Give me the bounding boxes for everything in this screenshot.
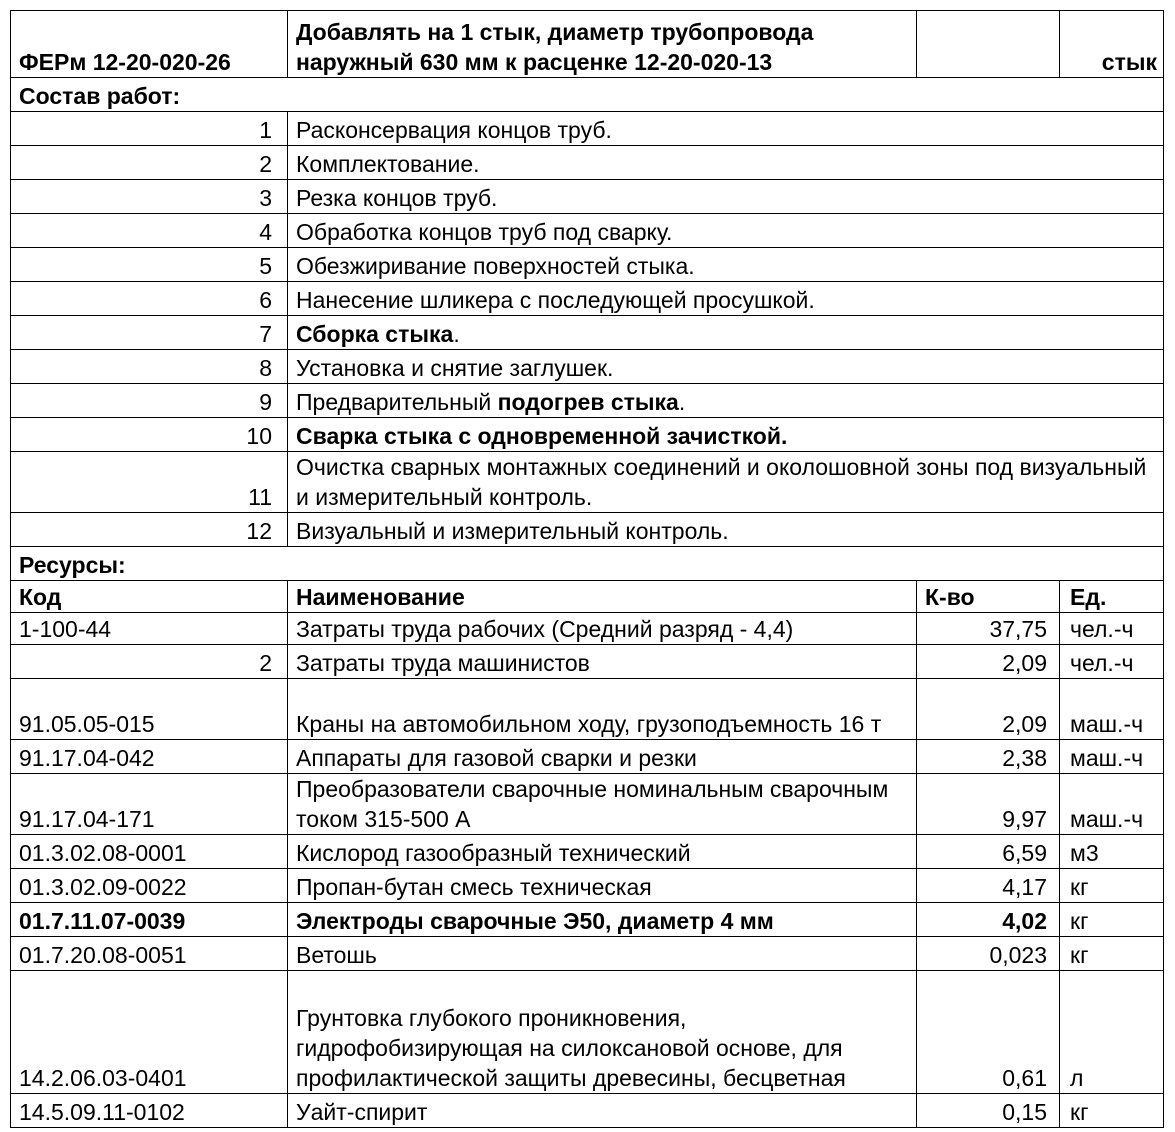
resource-code: 91.17.04-171 bbox=[11, 774, 288, 835]
resource-qty: 4,02 bbox=[917, 903, 1060, 937]
resource-name: Уайт-спирит bbox=[288, 1094, 917, 1128]
work-step-number: 9 bbox=[11, 384, 288, 418]
work-step-number: 8 bbox=[11, 350, 288, 384]
resource-code: 01.7.20.08-0051 bbox=[11, 937, 288, 971]
work-step-text-after: . bbox=[678, 389, 686, 415]
work-step-number: 6 bbox=[11, 282, 288, 316]
work-step-number: 12 bbox=[11, 513, 288, 547]
column-header-qty: К-во bbox=[917, 581, 1060, 613]
header-empty-cell bbox=[917, 11, 1060, 78]
work-step-text-plain: Комплектование. bbox=[296, 151, 480, 177]
resources-header-row bbox=[11, 581, 1164, 613]
rate-code: ФЕРм 12-20-020-26 bbox=[11, 11, 288, 78]
resource-code: 14.5.09.11-0102 bbox=[11, 1094, 288, 1128]
resource-name: Преобразователи сварочные номинальным сварочным током 315-500 А bbox=[288, 774, 917, 835]
work-step-number: 3 bbox=[11, 180, 288, 214]
resource-qty: 0,61 bbox=[917, 971, 1060, 1094]
resource-unit: л bbox=[1060, 971, 1164, 1094]
work-step-text bbox=[288, 112, 1164, 146]
resource-qty: 2,09 bbox=[917, 679, 1060, 740]
resource-row bbox=[11, 971, 1164, 1094]
work-step-row bbox=[11, 384, 1164, 418]
work-step-number: 11 bbox=[11, 452, 288, 513]
resource-qty: 2,09 bbox=[917, 645, 1060, 679]
resource-row bbox=[11, 613, 1164, 645]
resource-unit: кг bbox=[1060, 1094, 1164, 1128]
resource-qty: 2,38 bbox=[917, 740, 1060, 774]
work-section-label: Состав работ: bbox=[11, 78, 1164, 112]
resource-unit: м3 bbox=[1060, 835, 1164, 869]
work-step-text-before: Предварительный bbox=[296, 389, 498, 415]
work-step-text-plain: Визуальный и измерительный контроль. bbox=[296, 518, 729, 544]
work-step-text bbox=[288, 316, 1164, 350]
resource-qty: 9,97 bbox=[917, 774, 1060, 835]
resource-unit: маш.-ч bbox=[1060, 774, 1164, 835]
resource-name: Ветошь bbox=[288, 937, 917, 971]
resources-section-row bbox=[11, 547, 1164, 581]
work-step-text bbox=[288, 350, 1164, 384]
resource-row bbox=[11, 937, 1164, 971]
work-step-number: 1 bbox=[11, 112, 288, 146]
rate-title: Добавлять на 1 стык, диаметр трубопровода наружный 630 мм к расценке 12-20-020-13 bbox=[288, 11, 917, 78]
work-step-text bbox=[288, 384, 1164, 418]
work-step-number: 2 bbox=[11, 146, 288, 180]
work-step-text-plain: Обезжиривание поверхностей стыка. bbox=[296, 253, 695, 279]
work-step-text-plain: Очистка сварных монтажных соединений и околошовной зоны под визуальный и измерительный контроль. bbox=[296, 454, 1147, 510]
work-step-row bbox=[11, 248, 1164, 282]
resource-row bbox=[11, 1094, 1164, 1128]
resource-row bbox=[11, 774, 1164, 835]
resource-name: Пропан-бутан смесь техническая bbox=[288, 869, 917, 903]
work-step-row bbox=[11, 316, 1164, 350]
header-row bbox=[11, 11, 1164, 78]
resource-row bbox=[11, 869, 1164, 903]
resource-unit: кг bbox=[1060, 937, 1164, 971]
work-step-text-plain: Резка концов труб. bbox=[296, 185, 498, 211]
resource-unit: маш.-ч bbox=[1060, 679, 1164, 740]
work-step-text bbox=[288, 282, 1164, 316]
work-section-row bbox=[11, 78, 1164, 112]
work-step-number: 10 bbox=[11, 418, 288, 452]
resource-row bbox=[11, 835, 1164, 869]
rate-unit: стык bbox=[1060, 11, 1164, 78]
resource-name: Затраты труда рабочих (Средний разряд - 4,4) bbox=[288, 613, 917, 645]
column-header-name: Наименование bbox=[288, 581, 917, 613]
work-step-text-bold: подогрев стыка bbox=[497, 389, 679, 415]
resource-row bbox=[11, 903, 1164, 937]
work-step-row bbox=[11, 146, 1164, 180]
work-step-row bbox=[11, 350, 1164, 384]
resource-row bbox=[11, 679, 1164, 740]
rate-table-body bbox=[11, 11, 1164, 1128]
resource-code: 01.3.02.09-0022 bbox=[11, 869, 288, 903]
resource-name: Кислород газообразный технический bbox=[288, 835, 917, 869]
resource-code: 2 bbox=[11, 645, 288, 679]
resource-unit: чел.-ч bbox=[1060, 645, 1164, 679]
work-step-row bbox=[11, 214, 1164, 248]
resource-code: 01.7.11.07-0039 bbox=[11, 903, 288, 937]
resource-name: Грунтовка глубокого проникновения, гидрофобизирующая на силоксановой основе, для профилактической защиты древесины, бесцветная bbox=[288, 971, 917, 1094]
resource-qty: 0,15 bbox=[917, 1094, 1060, 1128]
work-step-text bbox=[288, 146, 1164, 180]
resource-unit: кг bbox=[1060, 869, 1164, 903]
work-step-text-bold: Сварка стыка с одновременной зачисткой. bbox=[296, 423, 788, 449]
work-step-number: 7 bbox=[11, 316, 288, 350]
resource-qty: 6,59 bbox=[917, 835, 1060, 869]
work-step-text-plain: Установка и снятие заглушек. bbox=[296, 355, 614, 381]
work-step-row bbox=[11, 282, 1164, 316]
resource-name: Краны на автомобильном ходу, грузоподъемность 16 т bbox=[288, 679, 917, 740]
rate-table bbox=[10, 10, 1164, 1128]
resource-qty: 37,75 bbox=[917, 613, 1060, 645]
resource-unit: кг bbox=[1060, 903, 1164, 937]
resource-row bbox=[11, 645, 1164, 679]
work-step-row bbox=[11, 452, 1164, 513]
work-step-text-after: . bbox=[453, 321, 460, 347]
resource-qty: 0,023 bbox=[917, 937, 1060, 971]
resource-row bbox=[11, 740, 1164, 774]
column-header-unit: Ед. bbox=[1060, 581, 1164, 613]
work-step-text-plain: Нанесение шликера с последующей просушкой. bbox=[296, 287, 815, 313]
work-step-number: 5 bbox=[11, 248, 288, 282]
resource-code: 14.2.06.03-0401 bbox=[11, 971, 288, 1094]
work-step-text bbox=[288, 214, 1164, 248]
resource-unit: чел.-ч bbox=[1060, 613, 1164, 645]
work-step-text bbox=[288, 248, 1164, 282]
work-step-row bbox=[11, 180, 1164, 214]
work-step-text bbox=[288, 452, 1164, 513]
work-step-text bbox=[288, 180, 1164, 214]
resource-code: 91.17.04-042 bbox=[11, 740, 288, 774]
resource-name: Затраты труда машинистов bbox=[288, 645, 917, 679]
work-step-row bbox=[11, 418, 1164, 452]
work-step-number: 4 bbox=[11, 214, 288, 248]
work-step-row bbox=[11, 112, 1164, 146]
resource-name: Аппараты для газовой сварки и резки bbox=[288, 740, 917, 774]
resource-unit: маш.-ч bbox=[1060, 740, 1164, 774]
resource-code: 01.3.02.08-0001 bbox=[11, 835, 288, 869]
resource-code: 91.05.05-015 bbox=[11, 679, 288, 740]
resources-section-label: Ресурсы: bbox=[11, 547, 1164, 581]
resource-code: 1-100-44 bbox=[11, 613, 288, 645]
column-header-code: Код bbox=[11, 581, 288, 613]
work-step-text bbox=[288, 418, 1164, 452]
resource-qty: 4,17 bbox=[917, 869, 1060, 903]
work-step-text-bold: Сборка стыка bbox=[296, 321, 454, 347]
resource-name: Электроды сварочные Э50, диаметр 4 мм bbox=[288, 903, 917, 937]
work-step-text bbox=[288, 513, 1164, 547]
work-step-row bbox=[11, 513, 1164, 547]
work-step-text-plain: Обработка концов труб под сварку. bbox=[296, 219, 673, 245]
work-step-text-plain: Расконсервация концов труб. bbox=[296, 117, 612, 143]
